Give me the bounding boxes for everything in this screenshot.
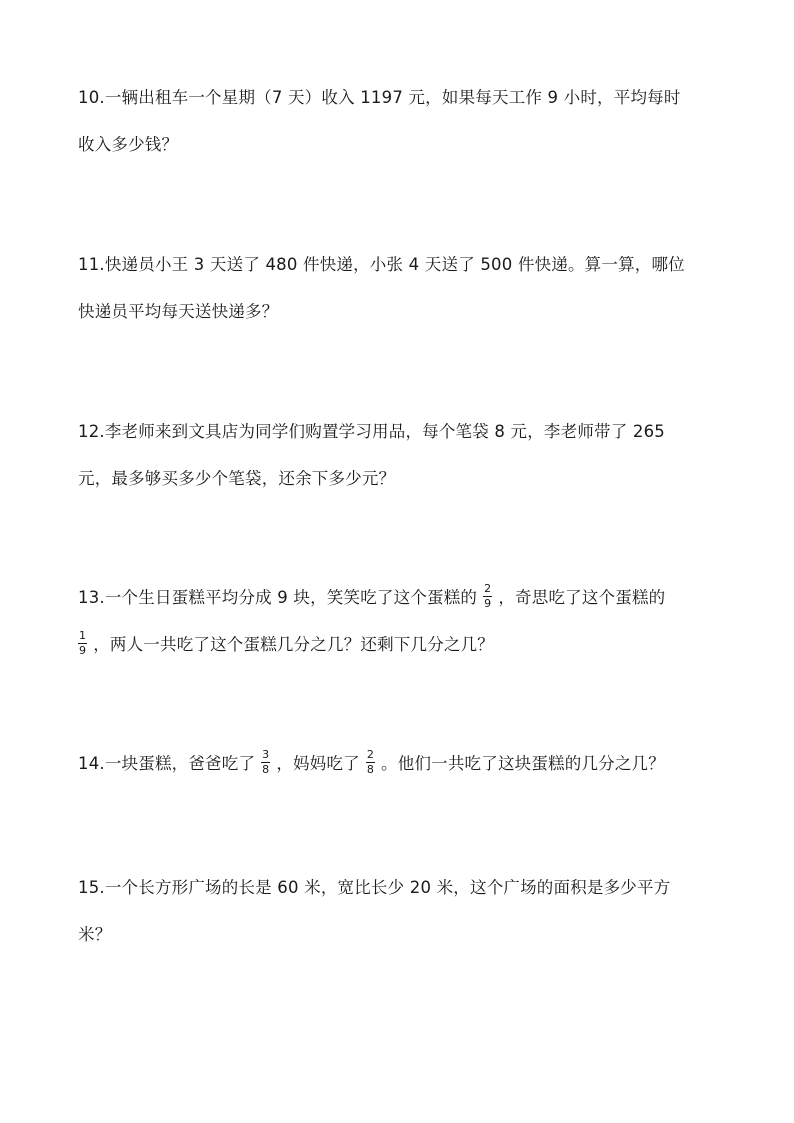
problem-13-text-c: ，两人一共吃了这个蛋糕几分之几？还剩下几分之几？ [93,635,495,654]
problem-12 [78,408,728,502]
problem-13-line-2 [78,621,728,668]
fraction-numerator: 2 [366,748,375,761]
fraction-numerator: 3 [262,748,270,761]
problem-10-line-2: 收入多少钱？ [78,135,179,154]
problem-15 [78,864,728,958]
problem-14-line-1 [78,740,728,787]
fraction-denominator: 8 [366,763,375,776]
problem-14-text-b: ，妈妈吃了 [276,754,360,773]
problem-10-line-1: 10.一辆出租车一个星期（7 天）收入 1197 元，如果每天工作 9 小时，平均每时 [78,88,681,107]
problem-14-text-c: 。他们一共吃了这块蛋糕的几分之几？ [381,754,665,773]
problem-11-line-2: 快递员平均每天送快递多？ [78,302,279,321]
problem-11 [78,241,728,335]
problem-12-line-2: 元，最多够买多少个笔袋，还余下多少元？ [78,469,396,488]
fraction-denominator: 9 [79,644,87,657]
fraction-2-8 [366,749,375,776]
problem-11-line-1: 11.快递员小王 3 天送了 480 件快递，小张 4 天送了 500 件快递。算一算，哪位 [78,255,685,274]
fraction-numerator: 2 [484,582,492,595]
problem-15-line-2: 米？ [78,925,112,944]
problem-13 [78,574,728,668]
problem-13-text-b: ，奇思吃了这个蛋糕的 [498,588,666,607]
problem-14-text-a: 14.一块蛋糕，爸爸吃了 [78,754,256,773]
problem-10 [78,74,728,168]
problem-13-text-a: 13.一个生日蛋糕平均分成 9 块，笑笑吃了这个蛋糕的 [78,588,478,607]
fraction-2-9 [483,583,492,610]
fraction-denominator: 9 [484,597,492,610]
problem-13-line-1 [78,574,728,621]
fraction-1-9 [78,630,87,657]
fraction-3-8 [261,749,270,776]
problem-14 [78,740,728,787]
fraction-numerator: 1 [79,629,87,642]
fraction-denominator: 8 [262,763,270,776]
problem-15-line-1: 15.一个长方形广场的长是 60 米，宽比长少 20 米，这个广场的面积是多少平方 [78,878,671,897]
problem-12-line-1: 12.李老师来到文具店为同学们购置学习用品，每个笔袋 8 元，李老师带了 265 [78,422,665,441]
